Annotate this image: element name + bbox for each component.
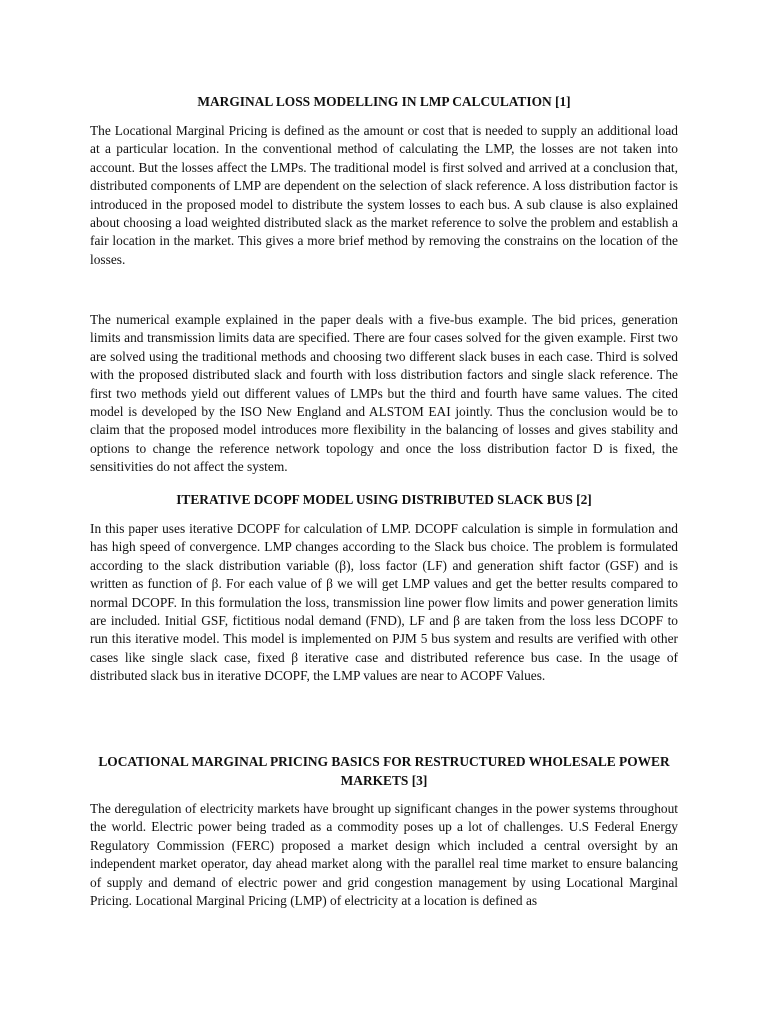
paragraph-lmp-definition: The Locational Marginal Pricing is defined as the amount or cost that is needed to supply an additional load at a particular location. In the conventional method of calculating the LMP, the losses are not taken into account. But the losses affect the LMPs. The traditional model is first solved and arrived at a conclusion that, distributed components of LMP are dependent on the selection of slack reference. A loss distribution factor is introduced in the proposed model to distribute the system losses to each bus. A sub clause is also explained about choosing a load weighted distributed slack as the market reference to solve the problem and establish a fair location in the market. This gives a more brief method by removing the constrains on the location of the losses. [90, 123, 678, 267]
section-heading-marginal-loss: MARGINAL LOSS MODELLING IN LMP CALCULATION [1] [197, 94, 571, 109]
paragraph-iterative-dcopf: In this paper uses iterative DCOPF for calculation of LMP. DCOPF calculation is simple in formulation and has high speed of convergence. LMP changes according to the Slack bus choice. The problem is formulated according to the slack distribution variable (β), loss factor (LF) and generation shift factor (GSF) and is written as function of β. For each value of β we will get LMP values and get the better results compared to normal DCOPF. In this formulation the loss, transmission line power flow limits and power generation limits are included. Initial GSF, fictitious nodal demand (FND), LF and β are taken from the loss less DCOPF to run this iterative model. This model is implemented on PJM 5 bus system and results are verified with other cases like single slack case, fixed β iterative case and distributed reference bus case. In the usage of distributed slack bus in iterative DCOPF, the LMP values are near to ACOPF Values. [90, 521, 678, 684]
paragraph-five-bus-example: The numerical example explained in the paper deals with a five-bus example. The bid prices, generation limits and transmission limits data are specified. There are four cases solved for the given example. First two are solved using the traditional methods and choosing two different slack buses in each case. Third is solved with the proposed distributed slack and fourth with loss distribution factors and single slack reference. The first two methods yield out different values of LMPs but the third and fourth have same values. The cited model is developed by the ISO New England and ALSTOM EAI jointly. Thus the conclusion would be to claim that the proposed model introduces more flexibility in the balancing of losses and gives stability and options to change the reference network topology and once the loss distribution factor D is fixed, the sensitivities do not affect the system. [90, 312, 678, 475]
paragraph-deregulation: The deregulation of electricity markets have brought up significant changes in the power systems throughout the world. Electric power being traded as a commodity poses up a lot of challenges. U.S Federal Energy Regulatory Commission (FERC) proposed a market design which included a central oversight by an independent market operator, day ahead market along with the parallel real time market to ensure balancing of supply and demand of electric power and grid congestion management by using Locational Marginal Pricing. Locational Marginal Pricing (LMP) of electricity at a location is defined as [90, 801, 678, 909]
section-heading-iterative-dcopf: ITERATIVE DCOPF MODEL USING DISTRIBUTED SLACK BUS [2] [176, 492, 592, 507]
section-heading-lmp-basics: LOCATIONAL MARGINAL PRICING BASICS FOR RESTRUCTURED WHOLESALE POWER MARKETS [3] [98, 754, 670, 788]
document-page [90, 0, 678, 1024]
